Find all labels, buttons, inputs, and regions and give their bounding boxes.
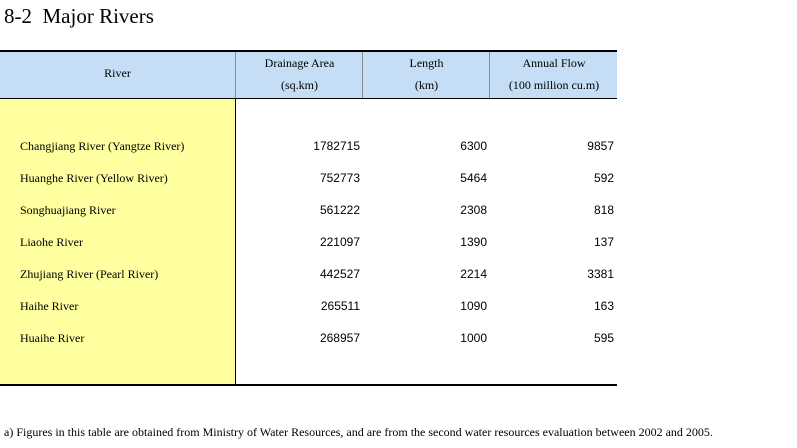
header-drainage-area (235, 52, 363, 98)
table-row (0, 136, 617, 156)
annual-flow-value: 595 (593, 331, 614, 345)
header-length-label: Length (409, 56, 444, 70)
table-header (0, 50, 617, 99)
header-annual-flow-label: Annual Flow (522, 56, 586, 70)
annual-flow-value: 3381 (587, 267, 614, 281)
drainage-area-value: 442527 (319, 267, 360, 281)
length-value: 6300 (460, 139, 487, 153)
header-drainage-area-label: Drainage Area (264, 56, 335, 70)
length-value: 2214 (460, 267, 487, 281)
river-name: Huanghe River (Yellow River) (20, 171, 168, 185)
table-row (0, 296, 617, 316)
length-value: 1090 (460, 299, 487, 313)
annual-flow-value: 163 (593, 299, 614, 313)
header-length (362, 52, 490, 98)
length-value: 5464 (460, 171, 487, 185)
drainage-area-value: 1782715 (313, 139, 360, 153)
drainage-area-value: 265511 (320, 299, 360, 313)
footnote: a) Figures in this table are obtained from Ministry of Water Resources, and are from the second water resources evaluation between 2002 and 2005. (4, 425, 713, 439)
annual-flow-value: 592 (593, 171, 614, 185)
length-value: 2308 (460, 203, 487, 217)
header-river (0, 52, 235, 98)
annual-flow-value: 137 (593, 235, 614, 249)
river-name: Haihe River (20, 299, 79, 313)
river-name: Zhujiang River (Pearl River) (20, 267, 159, 281)
river-name: Songhuajiang River (20, 203, 116, 217)
header-drainage-area-unit: (sq.km) (281, 78, 318, 92)
drainage-area-value: 561222 (319, 203, 360, 217)
table-body (0, 99, 617, 386)
length-value: 1390 (460, 235, 487, 249)
rivers-table (0, 50, 617, 386)
header-length-unit: (km) (414, 78, 439, 92)
table-row (0, 264, 617, 284)
drainage-area-value: 221097 (319, 235, 360, 249)
table-row (0, 328, 617, 348)
drainage-area-value: 752773 (319, 171, 360, 185)
page-title: 8-2 Major Rivers (4, 4, 154, 28)
annual-flow-value: 818 (593, 203, 614, 217)
table-row (0, 168, 617, 188)
header-annual-flow-unit: (100 million cu.m) (508, 78, 600, 92)
length-value: 1000 (460, 331, 487, 345)
annual-flow-value: 9857 (587, 139, 614, 153)
drainage-area-value: 268957 (319, 331, 360, 345)
river-name: Liaohe River (20, 235, 83, 249)
river-name: Changjiang River (Yangtze River) (20, 139, 185, 153)
table-row (0, 232, 617, 252)
header-annual-flow (489, 52, 618, 98)
header-river-label: River (104, 66, 131, 80)
table-row (0, 200, 617, 220)
river-name: Huaihe River (20, 331, 85, 345)
